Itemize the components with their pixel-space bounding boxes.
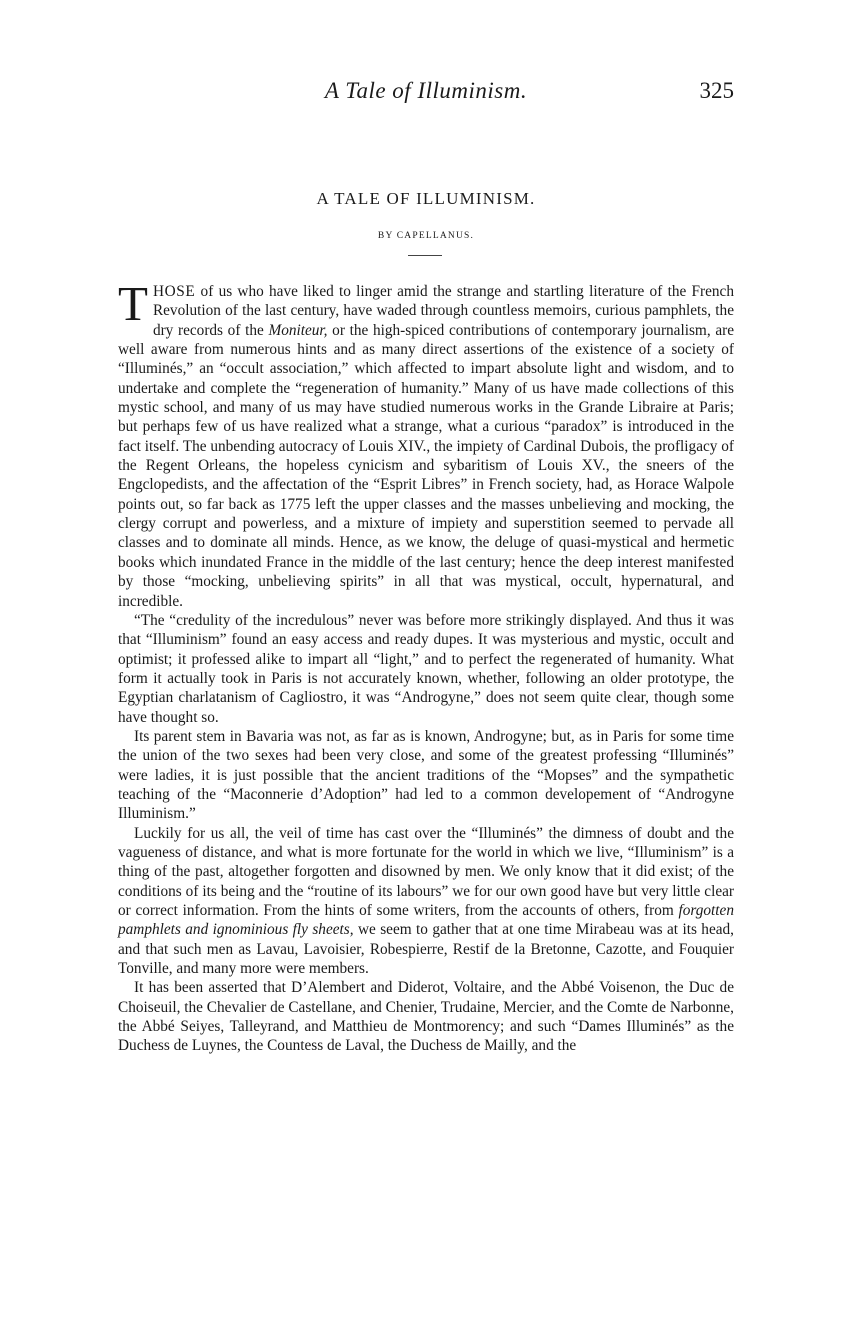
paragraph-4-text-b: we seem to gather that at one time Mirabeau was at its head, and that such men as Lavau, Lavoisier, Robespierre, Restif de la Bretonne, Cazotte, and Fouquier Tonville, and many more were members.	[118, 921, 735, 978]
paragraph-1-text-b: or the high-spiced contributions of contemporary journalism, are well aware from numerous hints and as many direct assertions of the existence of a society of “Illuminés,” an “occult association,” which affected to impart absolute light and wisdom, and to undertake and complete the “regeneration of humanity.” Many of us have made collections of this mystic school, and many of us may have studied numerous works in the Grande Libraire at Paris; but perhaps few of us have realized what a strange, what a curious “paradox” is introduced in the fact itself. The unbending autocracy of Louis XIV., the impiety of Cardinal Dubois, the profligacy of the Regent Orleans, the hopeless cynicism and sybaritism of Louis XV., the sneers of the Engclopedists, and the affectation of the “Esprit Libres” in French society, had, as Horace Walpole points out, so far back as 1775 left the upper classes and the masses unbelieving and mocking, the clergy corrupt and powerless, and a mixture of impiety and superstition seemed to pervade all classes and to dominate all minds. Hence, as we know, the deluge of quasi-mystical and hermetic books which inundated France in the middle of the last century; hence the deep interest manifested by those “mocking, unbelieving spirits” in all that was mystical, occult, hypernatural, and incredible.	[118, 321, 734, 610]
moniteur-title: Moniteur,	[268, 321, 328, 339]
paragraph-1-text-a: of us who have liked to linger amid the strange and startling literature of the French Revolution of the last century, have waded through countless memoirs, curious pamphlets, the dry records of the	[152, 283, 734, 339]
paragraph-5: It has been asserted that D’Alembert and Diderot, Voltaire, and the Abbé Voisenon, the Duc de Choiseuil, the Chevalier de Castellane, and Chenier, Trudaine, Mercier, and the Comte de Narbonne, the Abbé Seiyes, Talleyrand, and Matthieu de Montmorency; and such “Dames Illuminés” as the Duchess de Luynes, the Countess de Laval, the Duchess de Mailly, and the	[118, 979, 735, 1055]
paragraph-4	[118, 824, 734, 979]
article-body	[118, 276, 735, 1056]
drop-cap: T	[118, 276, 148, 331]
byline: BY CAPELLANUS.	[377, 231, 475, 241]
paragraph-3: Its parent stem in Bavaria was not, as far as is known, Androgyne; but, as in Paris for some time the union of the two sexes had been very close, and some of the greatest professing “Illuminés” were ladies, it is just possible that the ancient traditions of the “Mopses” and the sympathetic teaching of the “Maconnerie d’Adoption” had led to a common developement of “Androgyne Illuminism.”	[118, 727, 734, 823]
lead-word: HOSE	[152, 283, 196, 300]
article-title: A TALE OF ILLUMINISM.	[316, 189, 536, 208]
paragraph-4-text-a: Luckily for us all, the veil of time has cast over the “Illuminés” the dimness of doubt and the vagueness of distance, and what is more fortunate for the world in which we live, “Illuminism” is a thing of the past, altogether forgotten and disowned by men. We only know that it did exist; of the conditions of its being and the “routine of its labours” we for our own good have but very little clear or correct information. From the hints of some writers, from the accounts of others, from	[118, 824, 734, 919]
paragraph-4-italic: forgotten pamphlets and ignominious fly sheets,	[118, 902, 734, 939]
running-title: A Tale of Illuminism.	[324, 78, 528, 103]
running-header	[118, 78, 734, 112]
byline-divider	[408, 255, 442, 256]
paragraph-2: “The “credulity of the incredulous” never was before more strikingly displayed. And thus it was that “Illuminism” found an easy access and ready dupes. It was mysterious and mystic, occult and optimist; it professed alike to impart all “light,” and to perfect the regenerated of humanity. What form it actually took in Paris is not accurately known, whether, following an older prototype, the Egyptian charlatanism of Cagliostro, it was “Androgyne,” does not seem quite clear, though some have thought so.	[118, 611, 734, 726]
page-number: 325	[699, 78, 734, 103]
paragraph-1	[118, 276, 734, 611]
